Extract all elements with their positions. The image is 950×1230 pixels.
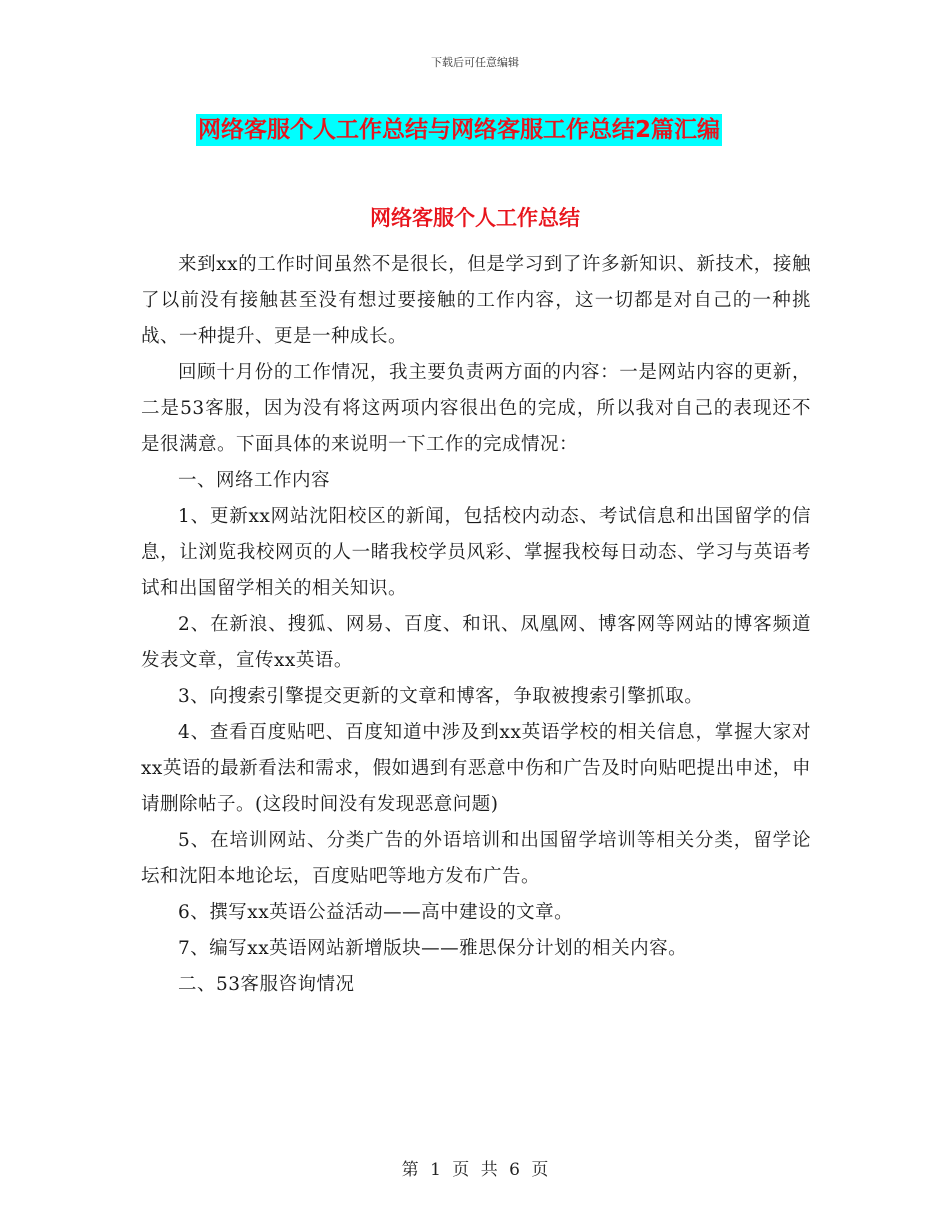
- section-title: 网络客服个人工作总结: [370, 206, 580, 230]
- paragraph: 7、编写xx英语网站新增版块——雅思保分计划的相关内容。: [178, 938, 688, 959]
- paragraph: 2、在新浪、搜狐、网易、百度、和讯、凤凰网、博客网等网站的博客频道发表文章，宣传xx英语。: [141, 614, 811, 671]
- page-header-note: 下载后可任意编辑: [431, 56, 519, 69]
- paragraph: 一、网络工作内容: [178, 470, 331, 491]
- document-title: 网络客服个人工作总结与网络客服工作总结2篇汇编: [196, 114, 722, 146]
- page-number-footer: 第 1 页 共 6 页: [401, 1160, 549, 1180]
- paragraph: 6、撰写xx英语公益活动——高中建设的文章。: [178, 902, 574, 923]
- paragraph: 二、53客服咨询情况: [178, 974, 355, 995]
- paragraph: 回顾十月份的工作情况，我主要负责两方面的内容：一是网站内容的更新，二是53客服，因为没有将这两项内容很出色的完成，所以我对自己的表现还不是很满意。下面具体的来说明一下工作的完成情况：: [141, 362, 811, 455]
- document-body: [141, 247, 811, 1003]
- paragraph: 1、更新xx网站沈阳校区的新闻，包括校内动态、考试信息和出国留学的信息，让浏览我校网页的人一睹我校学员风彩、掌握我校每日动态、学习与英语考试和出国留学相关的相关知识。: [141, 506, 811, 599]
- paragraph: 5、在培训网站、分类广告的外语培训和出国留学培训等相关分类，留学论坛和沈阳本地论坛，百度贴吧等地方发布广告。: [141, 830, 811, 887]
- paragraph: 来到xx的工作时间虽然不是很长，但是学习到了许多新知识、新技术，接触了以前没有接触甚至没有想过要接触的工作内容，这一切都是对自己的一种挑战、一种提升、更是一种成长。: [141, 254, 811, 347]
- paragraph: 3、向搜索引擎提交更新的文章和博客，争取被搜索引擎抓取。: [178, 686, 704, 707]
- paragraph: 4、查看百度贴吧、百度知道中涉及到xx英语学校的相关信息，掌握大家对xx英语的最新看法和需求，假如遇到有恶意中伤和广告及时向贴吧提出申述，申请删除帖子。(这段时间没有发现恶意问题): [141, 722, 811, 815]
